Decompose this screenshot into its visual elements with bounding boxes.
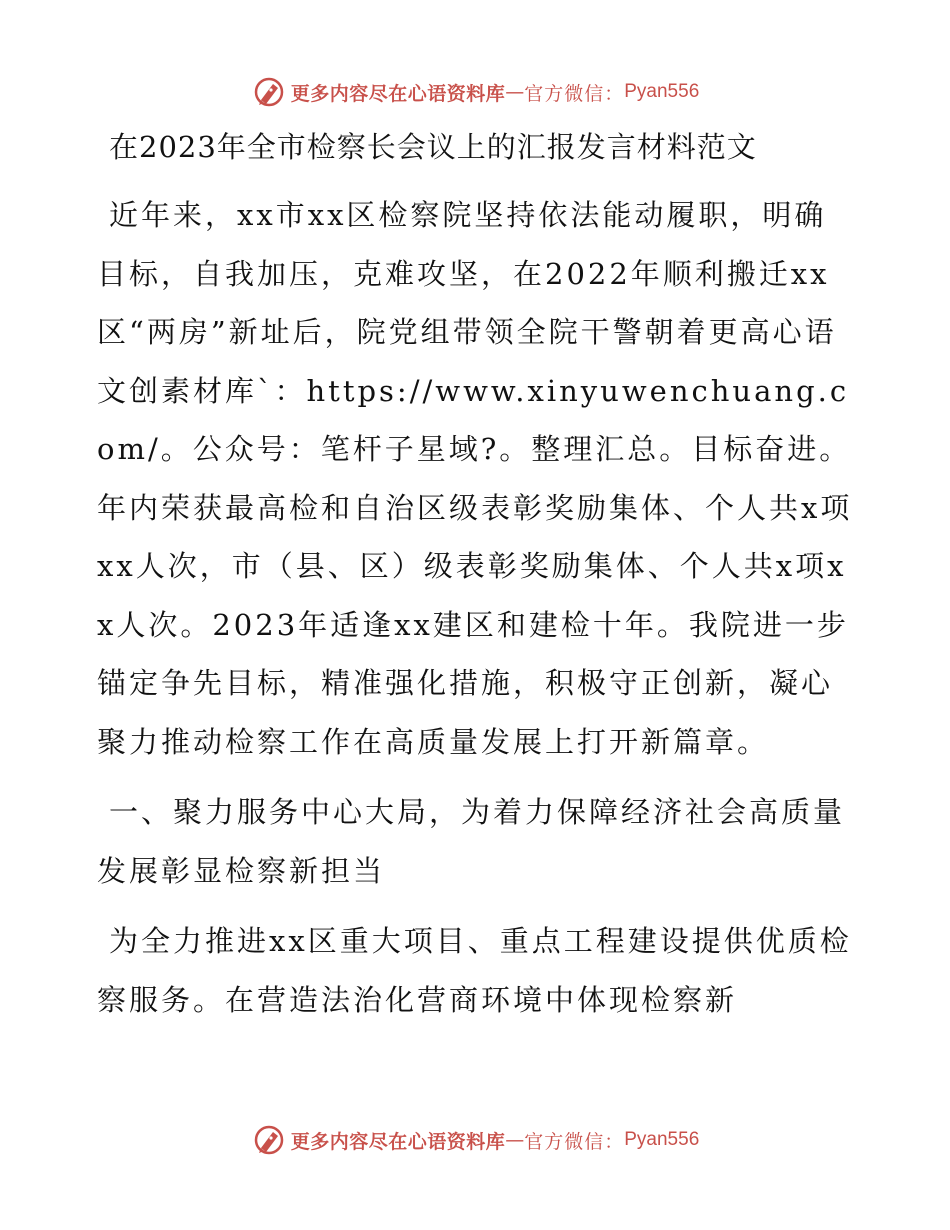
- document-body: [97, 118, 857, 1041]
- banner-wechat-label: 官方微信：: [524, 82, 625, 105]
- footer-banner: [0, 1120, 950, 1160]
- section-paragraph-text: 为全力推进xx区重大项目、重点工程建设提供优质检察服务。在营造法治化营商环境中体现检察新: [97, 924, 852, 1017]
- banner-promo-text: 更多内容尽在心语资料库: [290, 82, 506, 105]
- intro-paragraph: [97, 186, 857, 771]
- section-heading-text: 一、聚力服务中心大局，为着力保障经济社会高质量发展彰显检察新担当: [97, 795, 846, 888]
- banner-promo-text: 更多内容尽在心语资料库: [290, 1130, 506, 1153]
- banner-dash: —: [505, 1129, 525, 1151]
- header-banner: [0, 72, 950, 112]
- banner-account: Pyan556: [624, 81, 700, 102]
- banner-account: Pyan556: [624, 1129, 700, 1150]
- section-paragraph: [97, 912, 857, 1029]
- section-heading: [97, 783, 857, 900]
- banner-dash: —: [505, 81, 525, 103]
- document-title: 在2023年全市检察长会议上的汇报发言材料范文: [109, 130, 757, 164]
- banner-wechat-label: 官方微信：: [524, 1130, 625, 1153]
- pen-nib-logo-icon: [251, 74, 287, 110]
- intro-paragraph-text: 近年来，xx市xx区检察院坚持依法能动履职，明确目标，自我加压，克难攻坚，在2022年顺利搬迁xx区“两房”新址后，院党组带领全院干警朝着更高心语文创素材库`：https://www.xinyuwenchuang.com/。公众号：笔杆子星域?。整理汇总。目标奋进。年内荣获最高检和自治区级表彰奖励集体、个人共x项xx人次，市（县、区）级表彰奖励集体、个人共x项xx人次。2023年适逢xx建区和建检十年。我院进一步锚定争先目标，精准强化措施，积极守正创新，凝心聚力推动检察工作在高质量发展上打开新篇章。: [97, 198, 853, 759]
- pen-nib-logo-icon: [251, 1122, 287, 1158]
